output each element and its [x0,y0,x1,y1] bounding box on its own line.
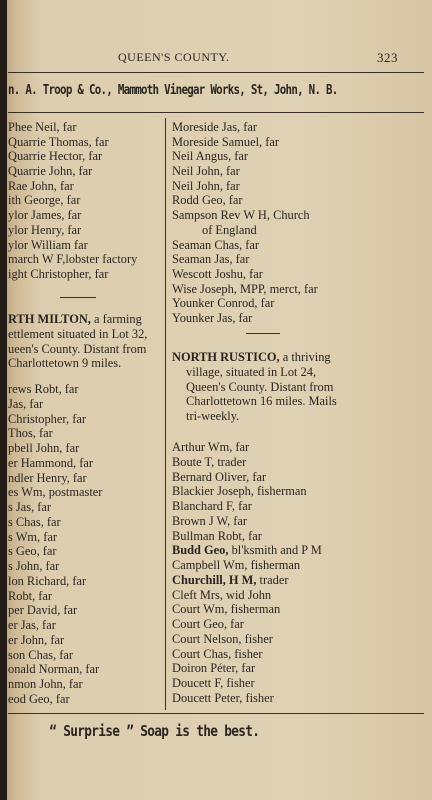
right-bottom-entry-name: Arthur Wm, far [172,440,250,454]
right-bottom-entry [172,514,424,529]
north-rustico-text-1: village, situated in Lot 24, [186,364,317,379]
north-milton-text-2: ueen's County. Distant from [8,341,147,356]
left-top-entry: Quarrie John, far [8,164,93,179]
right-bottom-entry-name: Boute T, trader [172,454,247,469]
right-top-entry: Seaman Jas, far [172,252,250,267]
advertisement-banner: n. A. Troop & Co., Mammoth Vinegar Works, St, John, N. B. [8,82,338,98]
right-bottom-entry [172,691,424,706]
footer-rule [8,713,424,714]
page-number: 323 [377,50,398,65]
right-bottom-entry-name: Blackier Joseph, fisherman [172,484,307,499]
top-rule [8,72,424,73]
right-bottom-entry-name: Blanchard F, far [172,499,252,513]
right-bottom-entry [172,647,424,662]
right-bottom-entry [172,676,424,691]
left-top-entry: ylor Henry, far [8,222,82,237]
left-bottom-entry: s Jas, far [8,500,52,514]
north-milton-text-1: ettlement situated in Lot 32, [8,326,148,341]
right-top-entry: Wise Joseph, MPP, merct, far [172,281,318,296]
left-bottom-entry: s John, far [8,559,60,573]
running-head-title: QUEEN'S COUNTY. [118,50,230,64]
left-bottom-entry: s Chas, far [8,514,61,529]
right-bottom-entry-name: Churchill, H M, [172,572,257,587]
left-bottom-entry: Robt, far [8,588,53,603]
north-milton-heading: RTH MILTON, [8,312,91,326]
right-bottom-entry-name: Court Chas, fisher [172,646,263,661]
north-rustico-text-0: a thriving [282,350,331,364]
right-top-entry: Moreside Jas, far [172,120,257,134]
north-rustico-section [172,350,424,424]
right-top-entry: of England [202,222,257,237]
north-rustico-text-2: Queen's County. Distant from [186,379,334,394]
right-entries-bottom [172,440,424,706]
right-top-entry: Sampson Rev W H, Church [172,208,310,223]
right-bottom-entry-name: Doucett Peter, fisher [172,690,274,705]
right-bottom-entry-name: Campbell Wm, fisherman [172,558,301,572]
section-rule-left [60,297,96,298]
left-bottom-entry: er Hammond, far [8,455,93,470]
left-bottom-entry: eod Geo, far [8,691,70,706]
left-bottom-entry: Christopher, far [8,411,86,426]
left-bottom-entry: er John, far [8,632,65,647]
right-bottom-entry [172,440,424,455]
left-top-entry: Rae John, far [8,178,74,193]
north-milton-section [8,312,164,371]
north-milton-text-0: a farming [94,312,142,326]
left-entries-top [8,120,164,282]
footer-advertisement: “ Surprise ” Soap is the best. [49,722,260,740]
right-bottom-entry [172,484,424,499]
right-bottom-entry-name: Court Nelson, fisher [172,631,273,646]
north-rustico-text-3: Charlottetown 16 miles. Mails [186,394,337,409]
left-top-entry: ylor James, far [8,208,82,223]
left-top-entry: Quarrie Thomas, far [8,134,109,149]
right-bottom-entry-name: Cleft Mrs, wid John [172,587,272,602]
right-bottom-entry [172,632,424,647]
right-entries-top [172,120,424,326]
north-milton-text-3: Charlottetown 9 miles. [8,356,122,371]
right-bottom-entry [172,602,424,617]
right-bottom-entry-detail: trader [256,572,289,587]
left-top-entry: Phee Neil, far [8,120,77,134]
left-bottom-entry: onald Norman, far [8,662,100,677]
left-top-entry: Quarrie Hector, far [8,149,103,164]
left-bottom-entry: s Wm, far [8,529,57,544]
left-bottom-entry: s Geo, far [8,544,57,559]
left-top-entry: march W F,lobster factory [8,252,138,267]
left-top-entry: ight Christopher, far [8,266,109,281]
left-top-entry: ith George, far [8,193,81,208]
right-bottom-entry-name: Bullman Robt, far [172,528,262,543]
left-bottom-entry: pbell John, far [8,441,80,455]
north-rustico-heading: NORTH RUSTICO, [172,350,280,364]
right-bottom-entry-name: Court Geo, far [172,617,244,631]
right-bottom-entry-name: Doiron Péter, far [172,661,256,676]
right-bottom-entry-name: Doucett F, fisher [172,676,255,690]
right-bottom-entry [172,470,424,485]
right-bottom-entry-name: Brown J W, far [172,513,248,528]
right-bottom-entry [172,455,424,470]
right-top-entry: Moreside Samuel, far [172,134,280,149]
right-bottom-entry [172,573,424,588]
left-bottom-entry: nmon John, far [8,677,83,691]
column-divider [165,118,166,710]
left-bottom-entry: son Chas, far [8,647,74,662]
right-bottom-entry [172,543,424,558]
right-bottom-entry-name: Bernard Oliver, far [172,469,267,484]
left-bottom-entry: Thos, far [8,426,53,441]
right-top-entry: Neil John, far [172,164,240,179]
banner-rule [8,112,424,113]
left-entries-bottom [8,382,164,707]
left-bottom-entry: lon Richard, far [8,573,87,588]
right-top-entry: Seaman Chas, far [172,237,260,252]
right-bottom-entry [172,558,424,573]
right-bottom-entry [172,588,424,603]
left-bottom-entry: per David, far [8,603,78,618]
right-bottom-entry-name: Budd Geo, [172,543,229,558]
left-top-entry: ylor William far [8,237,88,252]
left-bottom-entry: Jas, far [8,396,44,411]
running-head [0,50,432,66]
right-bottom-entry [172,529,424,544]
left-bottom-entry: er Jas, far [8,618,56,632]
right-bottom-entry [172,499,424,514]
right-bottom-entry-name: Court Wm, fisherman [172,602,281,617]
north-rustico-text-4: tri-weekly. [186,409,240,424]
book-spine-shadow [0,0,7,800]
right-bottom-entry [172,661,424,676]
right-top-entry: Wescott Joshu, far [172,266,263,281]
left-bottom-entry: ndler Henry, far [8,470,87,485]
left-bottom-entry: rews Robt, far [8,382,79,396]
right-bottom-entry [172,617,424,632]
right-top-entry: Neil Angus, far [172,149,249,164]
right-top-entry: Rodd Geo, far [172,193,243,208]
right-bottom-entry-detail: bl'ksmith and P M [228,543,322,558]
right-top-entry: Younker Conrod, far [172,296,275,311]
right-top-entry: Younker Jas, far [172,310,253,325]
right-top-entry: Neil John, far [172,178,240,193]
left-bottom-entry: es Wm, postmaster [8,485,103,500]
section-rule-right [246,333,280,334]
